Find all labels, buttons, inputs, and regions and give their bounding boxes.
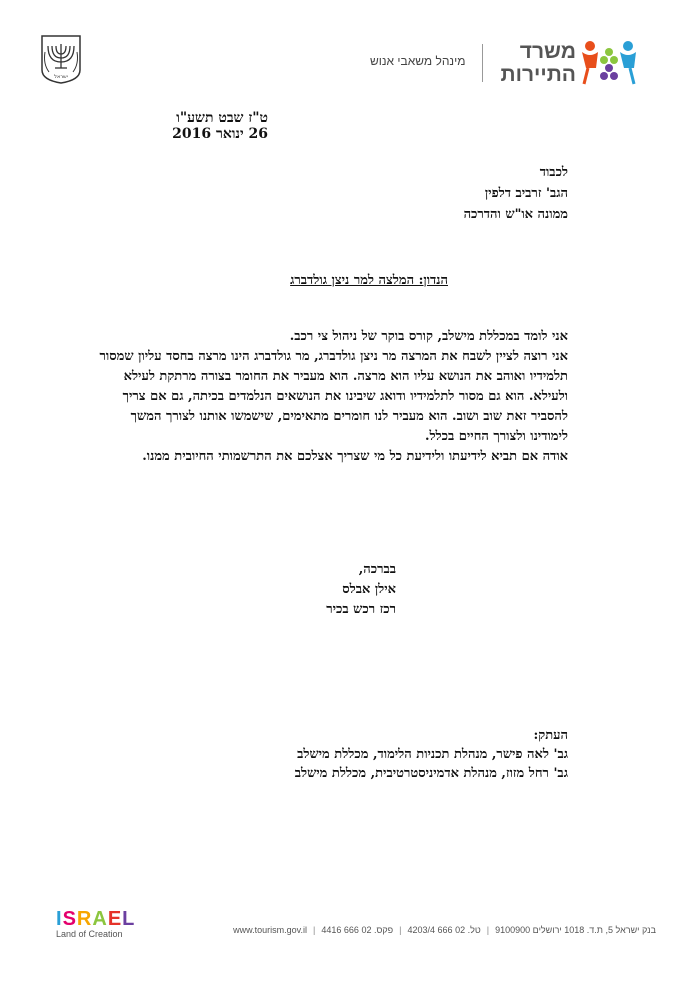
- footer-contact: [233, 925, 656, 935]
- recipient-to: לכבוד: [539, 165, 568, 180]
- recipient-title: ממונה או"ש והדרכה: [463, 207, 568, 222]
- svg-text:ישראל: ישראל: [54, 74, 68, 80]
- state-emblem: [38, 34, 84, 84]
- ministry-name-line2: התיירות: [500, 63, 576, 86]
- closing-greeting: בברכה,: [358, 562, 396, 577]
- hebrew-date: ט"ז שבט תשע"ו: [176, 110, 268, 126]
- cc-line: גב' לאה פישר, מנהלת תכניות הלימוד, מכללת מישלב: [297, 747, 568, 762]
- israel-logo-word: [56, 908, 135, 931]
- footer-separator: |: [486, 925, 490, 935]
- footer-website[interactable]: www.tourism.gov.il: [233, 925, 307, 935]
- signer-role: רכז רכש בכיר: [326, 602, 396, 617]
- gregorian-date: 26 ינואר 2016: [172, 126, 268, 142]
- israel-logo-letter: A: [92, 908, 108, 930]
- israel-logo-letter: R: [76, 908, 93, 930]
- ministry-name: [496, 40, 576, 86]
- israel-logo-letter: L: [122, 908, 136, 930]
- tourism-people-icon: [578, 38, 642, 86]
- signature-block: [326, 560, 396, 620]
- menorah-emblem-icon: [38, 34, 84, 84]
- signer-name: אילן אבלס: [342, 582, 396, 597]
- body-paragraph: אני לומד במכללת מישלב, קורס בוקר של ניהול צי רכב.: [289, 329, 568, 344]
- department-name: מינהל משאבי אנוש: [370, 54, 466, 68]
- israel-logo-tagline: Land of Creation: [56, 929, 123, 939]
- israel-logo-letter: E: [107, 908, 123, 930]
- body-paragraph: אני רוצה לציין לשבח את המרצה מר ניצן גולדברג, מר גולדברג הינו מרצה בחסד עליון שמסור תלמידיו ואוהב את הנושא עליו הוא מרצה. הוא מעביר את החומר בצורה מרתקת לעילא ולעילא. הוא גם מסור לתלמידיו ודואג שיבינו את הנושאים הנלמדים בכיתה, גם אם צריך להסביר זאת שוב ושוב. הוא מעביר לנו חומרים מתאימים, שישמשו אותנו לצורך המשך לימודינו ולצורך החיים בכלל.: [99, 349, 568, 444]
- recipient-name: הגב' זרביב דלפין: [484, 186, 568, 201]
- israel-land-of-creation-logo: [56, 908, 135, 939]
- footer-separator: |: [399, 925, 402, 935]
- logo-divider: [482, 44, 483, 82]
- letter-subject: הנדון: המלצה למר ניצן גולדברג: [290, 273, 448, 288]
- footer-address: בנק ישראל 5, ת.ד. 1018 ירושלים 9100900: [495, 925, 656, 935]
- recipient-block: [464, 162, 568, 225]
- body-paragraph: אודה אם תביא לידיעתו ולידיעת כל מי שצריך אצלכם את התרשמותי החיובית ממנו.: [142, 449, 568, 464]
- footer-fax: פקס. 02 666 4416: [321, 925, 394, 935]
- footer-separator: |: [313, 925, 316, 935]
- cc-label: העתק:: [533, 728, 568, 743]
- israel-logo-letter: I: [56, 908, 63, 930]
- israel-logo-letter: S: [62, 908, 77, 930]
- cc-block: [295, 726, 568, 783]
- ministry-name-line1: משרד: [519, 40, 576, 63]
- footer-phone: טל. 02 666 4203/4: [407, 925, 481, 935]
- tourism-logo: [578, 38, 642, 86]
- cc-line: גב' רחל מזוז, מנהלת אדמיניסטרטיבית, מכללת מישלב: [294, 766, 568, 781]
- letter-body: [98, 327, 568, 467]
